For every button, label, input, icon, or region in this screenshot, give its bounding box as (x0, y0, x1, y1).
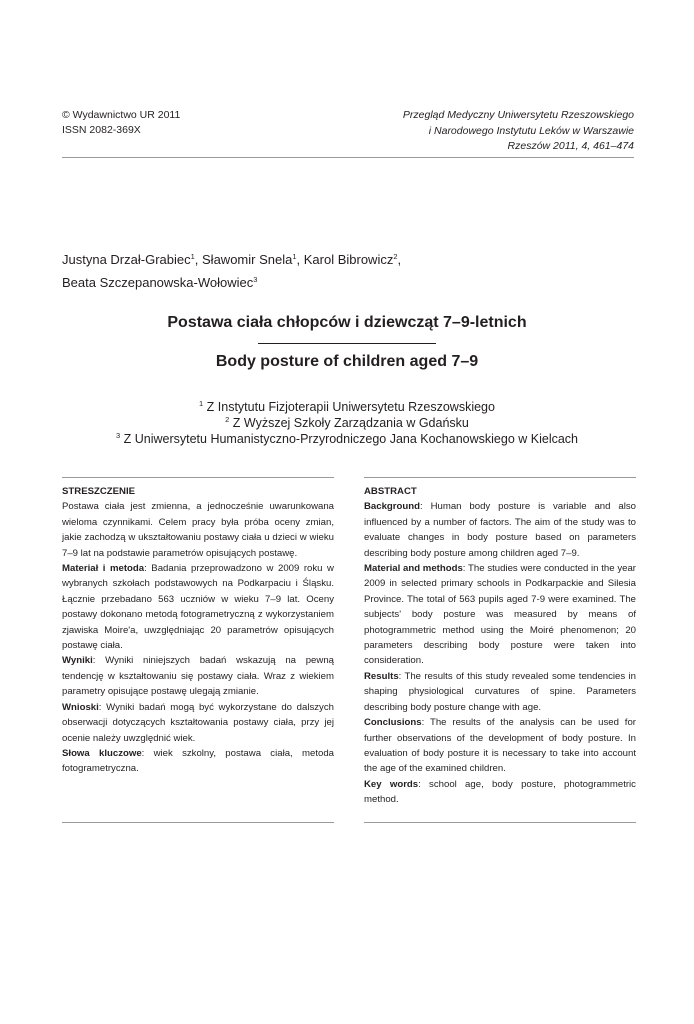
author-affiliation-ref: 3 (253, 275, 258, 284)
header-divider (62, 157, 634, 158)
streszczenie-column (62, 477, 334, 777)
streszczenie-section: Wyniki: Wyniki niniejszych badań wskazują na pewną tendencję w kształtowaniu się postawy ciała. Wraz z wiekiem parametry opisujące postawę ulegają zmianie. (62, 655, 334, 698)
author-name: Beata Szczepanowska-Wołowiec (62, 275, 254, 290)
streszczenie-intro: Postawa ciała jest zmienna, a jednocześnie uwarunkowana wieloma czynnikami. Celem pracy była próba oceny zmian, jakie zachodzą w ukształtowaniu postawy ciała u dzieci w wieku 7–9 lat na podstawie parametrów opisujących postawę. (62, 501, 334, 559)
publisher-line: © Wydawnictwo UR 2011 (62, 109, 181, 121)
author-affiliation-ref: 2 (393, 252, 398, 261)
article-title-polish: Postawa ciała chłopców i dziewcząt 7–9-letnich (167, 314, 527, 331)
journal-citation (403, 108, 634, 155)
author-affiliation-ref: 1 (292, 252, 297, 261)
journal-line-3: Rzeszów 2011, 4, 461–474 (507, 140, 634, 152)
issn-line: ISSN 2082-369X (62, 124, 141, 136)
author-name: Karol Bibrowicz (303, 252, 394, 267)
affiliations (0, 399, 694, 447)
title-divider (258, 343, 436, 344)
abstract-column (364, 477, 636, 808)
journal-line-1: Przegląd Medyczny Uniwersytetu Rzeszowskiego (402, 109, 634, 121)
author-affiliation-ref: 1 (190, 252, 195, 261)
column-top-divider (62, 477, 334, 478)
abstract-section: Conclusions: The results of the analysis can be used for further observations of the development of body posture. In evaluation of body posture it is necessary to take into account the age of the examined children. (364, 717, 636, 775)
author-name: Sławomir Snela (202, 252, 293, 267)
streszczenie-heading: STRESZCZENIE (62, 486, 136, 497)
abstract-keywords: Key words: school age, body posture, photogrammetric method. (364, 778, 636, 806)
abstract-section: Results: The results of this study revealed some tendencies in shaping physiological curvatures of spine. Parameters describing body posture change with age. (364, 670, 636, 713)
abstract-heading: ABSTRACT (364, 486, 417, 497)
affiliation-line: $^1$ Z Instytutu Fizjoterapii Uniwersytetu Rzeszowskiego (199, 399, 495, 414)
abstract-section: Background: Human body posture is variable and also influenced by a number of factors. The aim of the study was to evaluate changes in body posture based on parameters describing body posture among children aged 7–9. (364, 501, 636, 559)
streszczenie-section: Materiał i metoda: Badania przeprowadzono w 2009 roku w wybranych szkołach podstawowych na Podkarpaciu i Śląsku. Łącznie przebadano 563 uczniów w wieku 7–9 lat. Oceny postawy dokonano metodą fotogrametryczną z wykorzystaniem zjawiska Moire'a, uwzględniając 20 parametrów opisujących postawę ciała. (62, 563, 334, 652)
author-list: Justyna Drzał-Grabiec$^1$, Sławomir Snela$^1$, Karol Bibrowicz$^2$, Beata Szczepanowska-Wołowiec$^3$ (62, 252, 402, 290)
streszczenie-section: Wnioski: Wyniki badań mogą być wykorzystane do dalszych obserwacji dotyczących kształtowania postawy ciała, przy jej ocenie należy uwzględnić wiek. (62, 701, 334, 744)
abstract-section: Material and methods: The studies were conducted in the year 2009 in selected primary schools in Podkarpackie and Silesia Province. The total of 563 pupils aged 7-9 were examined. The subjects' body posture was measured by means of photogrammetric method using the Moiré phenomenon; 20 parameters describing body posture were taken into consideration. (364, 563, 636, 667)
journal-publisher-info (62, 108, 180, 138)
column-bottom-divider (62, 822, 334, 823)
column-top-divider (364, 477, 636, 478)
journal-line-2: i Narodowego Instytutu Leków w Warszawie (428, 124, 634, 137)
column-bottom-divider (364, 822, 636, 823)
affiliation-line: $^3$ Z Uniwersytetu Humanistyczno-Przyrodniczego Jana Kochanowskiego w Kielcach (115, 431, 578, 446)
affiliation-line: $^2$ Z Wyższej Szkoły Zarządzania w Gdańsku (225, 415, 469, 430)
author-name: Justyna Drzał-Grabiec (62, 252, 191, 267)
article-title-english: Body posture of children aged 7–9 (215, 353, 479, 370)
streszczenie-keywords: Słowa kluczowe: wiek szkolny, postawa ciała, metoda fotogrametryczna. (62, 747, 334, 775)
